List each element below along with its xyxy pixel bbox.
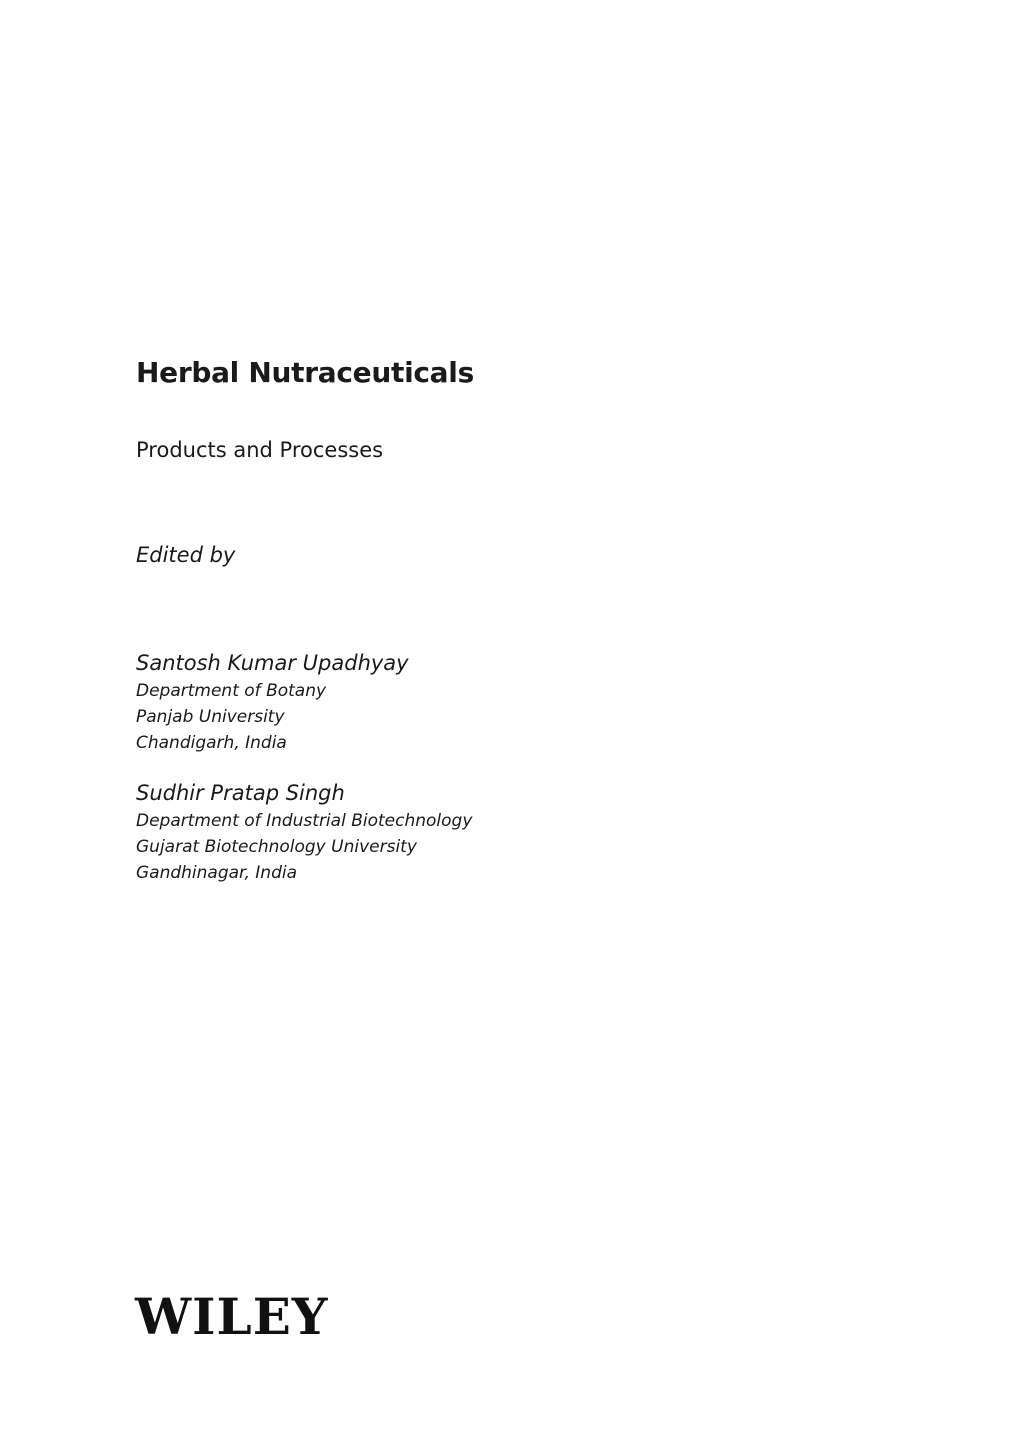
editor-university: Gujarat Biotechnology University <box>136 837 417 857</box>
publisher-logo: WILEY <box>135 1287 329 1346</box>
editor-block <box>136 779 472 886</box>
editor-name: Santosh Kumar Upadhyay <box>136 651 409 675</box>
editor-university: Panjab University <box>136 707 285 727</box>
editor-block <box>136 649 409 756</box>
edited-by-label: Edited by <box>136 543 236 567</box>
book-title: Herbal Nutraceuticals <box>136 356 474 389</box>
editor-department: Department of Botany <box>136 681 327 701</box>
editor-location: Chandigarh, India <box>136 733 287 753</box>
editor-location: Gandhinagar, India <box>136 863 298 883</box>
editor-name: Sudhir Pratap Singh <box>136 781 345 805</box>
book-subtitle: Products and Processes <box>136 438 384 462</box>
editor-department: Department of Industrial Biotechnology <box>136 811 473 831</box>
